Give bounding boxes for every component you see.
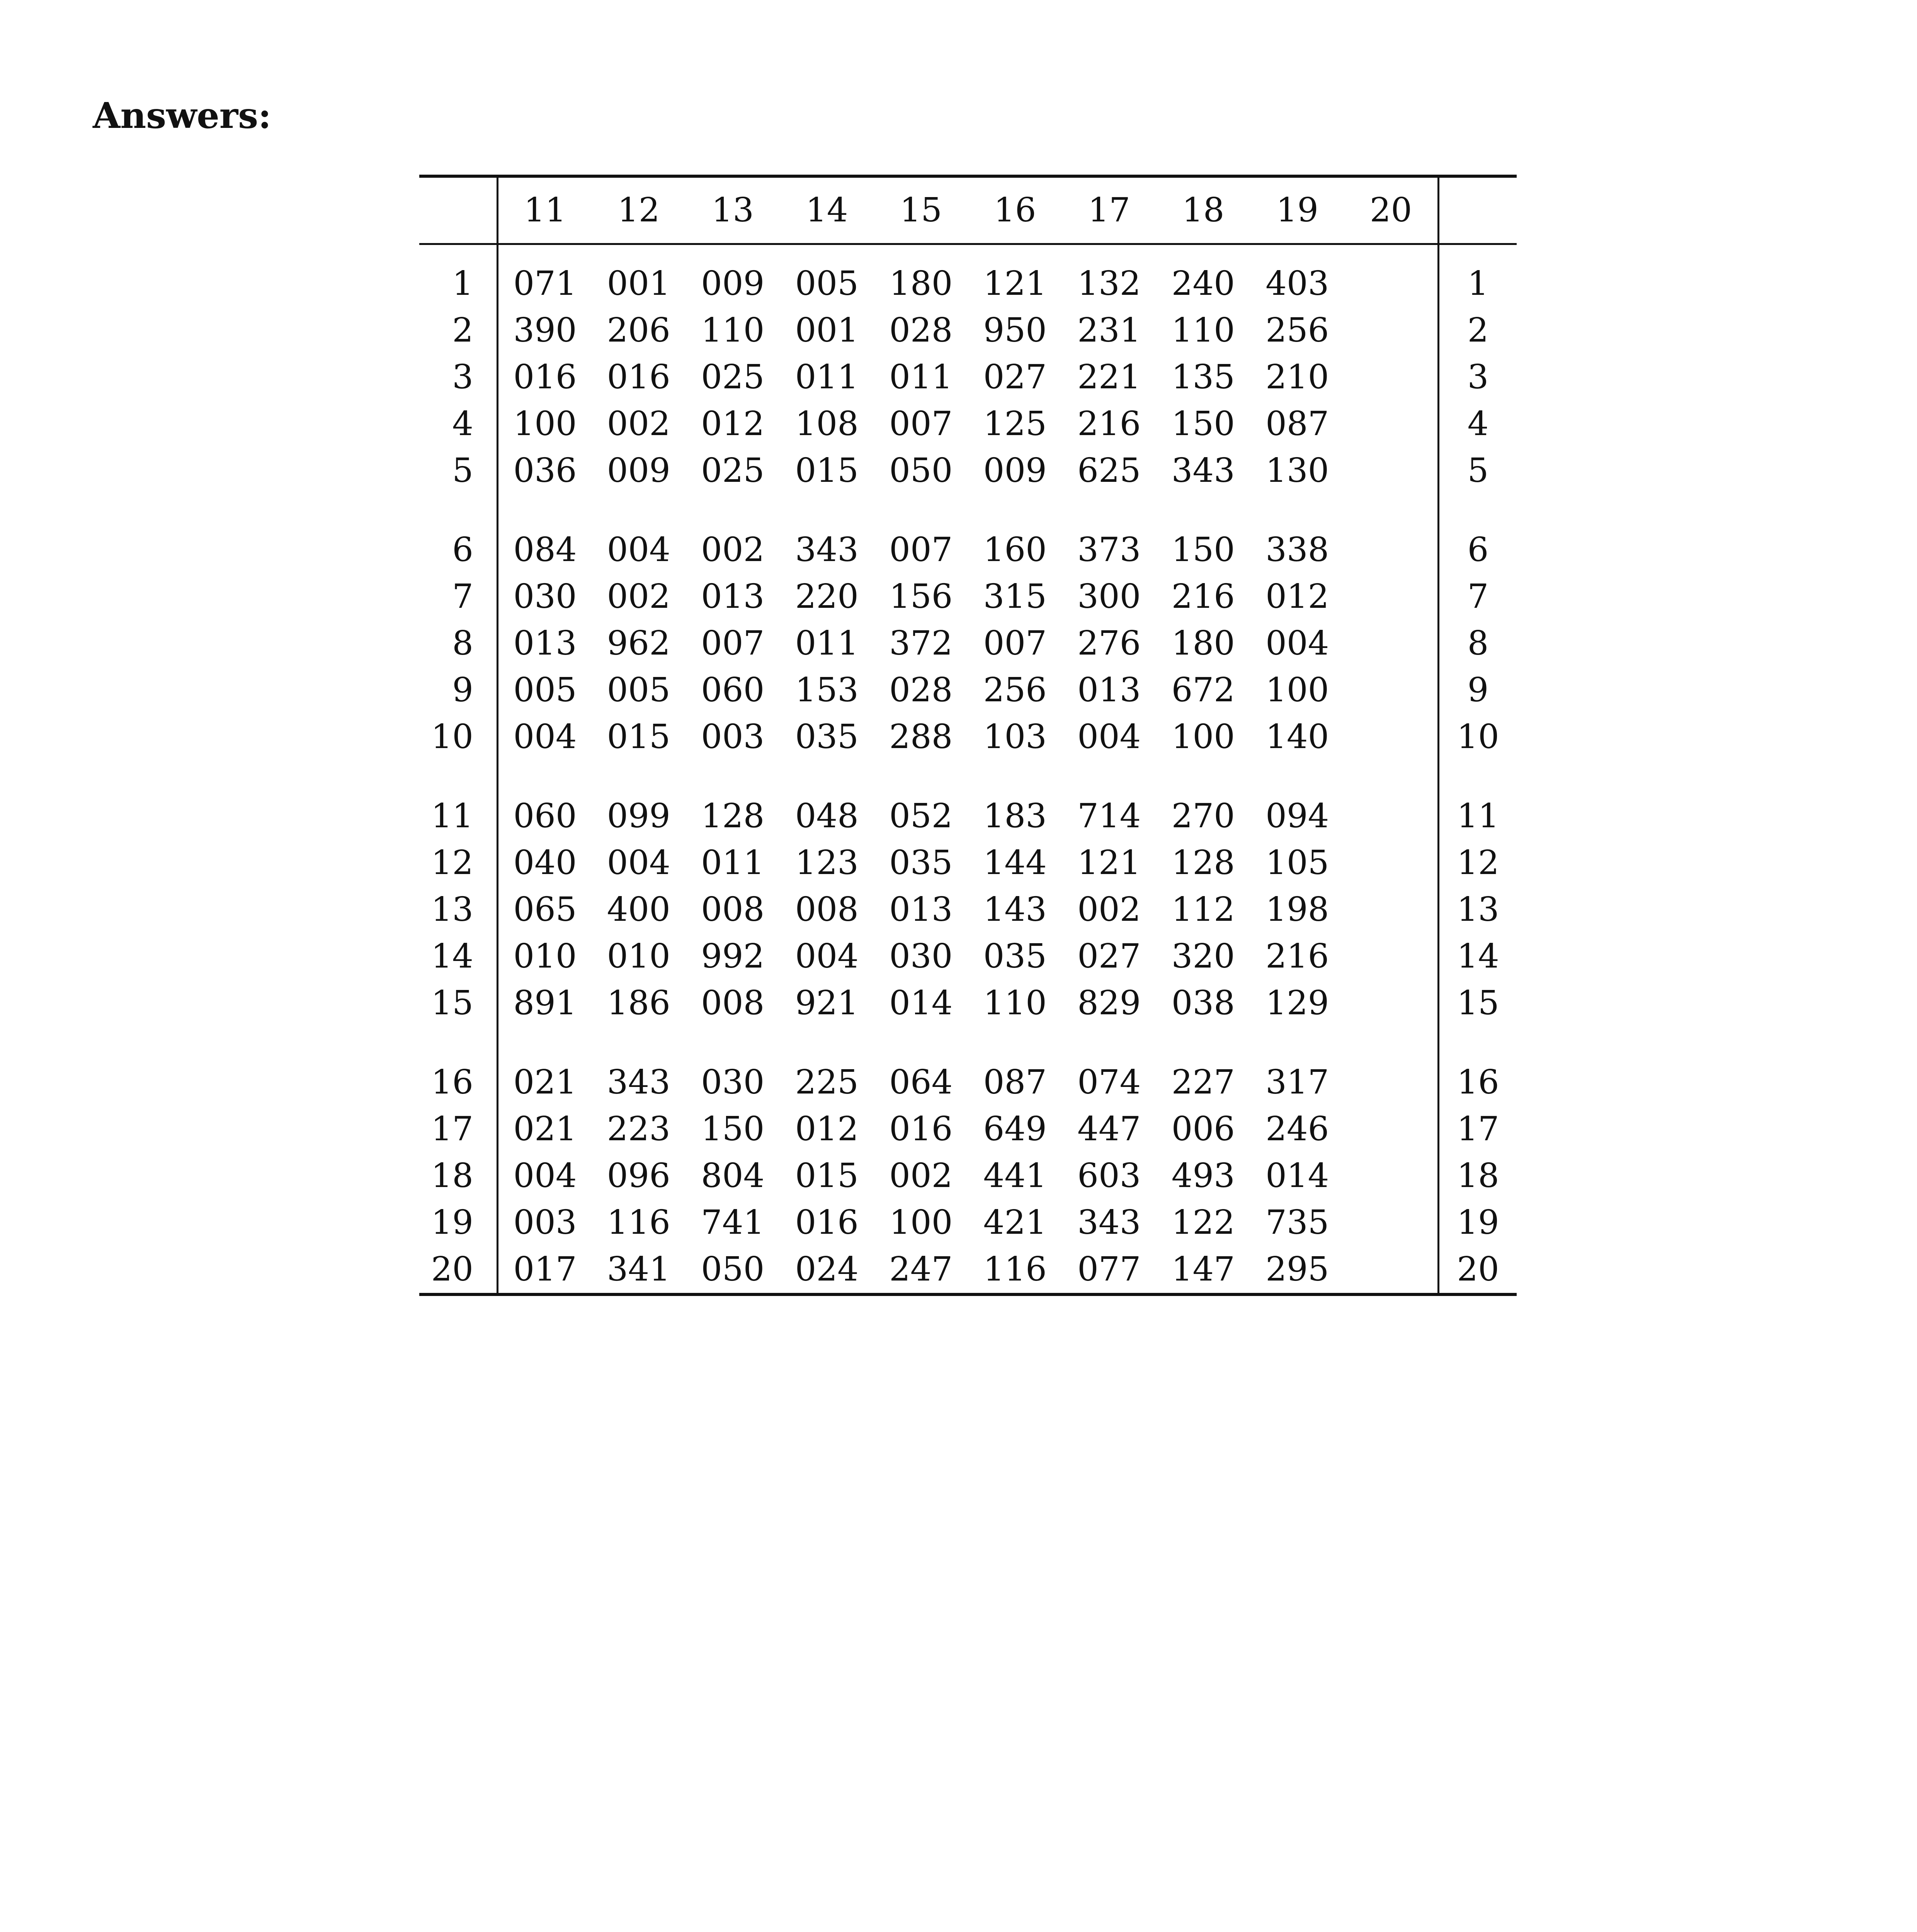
answer-cell: 225 bbox=[795, 1063, 859, 1102]
header-corner-right bbox=[1439, 176, 1517, 244]
answer-cell: 110 bbox=[1171, 311, 1235, 350]
row-label: 13 bbox=[431, 890, 473, 929]
answer-cell: 016 bbox=[795, 1203, 859, 1242]
answer-cell: 216 bbox=[1171, 577, 1235, 616]
table-row bbox=[419, 1027, 1517, 1106]
answer-cell: 030 bbox=[889, 937, 953, 976]
answer-cell: 014 bbox=[1266, 1156, 1329, 1195]
row-label: 10 bbox=[431, 718, 473, 756]
table-row bbox=[419, 1246, 1517, 1294]
answer-table bbox=[419, 175, 1517, 1296]
answer-cell: 010 bbox=[607, 937, 670, 976]
answer-cell: 011 bbox=[701, 844, 765, 882]
answer-cell: 099 bbox=[607, 797, 670, 835]
answer-cell: 004 bbox=[795, 937, 859, 976]
answer-cell bbox=[1344, 1027, 1439, 1106]
answer-cell: 227 bbox=[1171, 1063, 1235, 1102]
answer-cell bbox=[1344, 354, 1439, 401]
answer-cell: 390 bbox=[498, 307, 592, 354]
answer-cell: 143 bbox=[983, 890, 1047, 929]
answer-cell: 735 bbox=[1266, 1203, 1329, 1242]
answer-cell: 009 bbox=[983, 451, 1047, 490]
table-row bbox=[419, 933, 1517, 980]
answer-cell: 002 bbox=[889, 1156, 953, 1195]
row-label: 7 bbox=[452, 577, 473, 616]
answer-cell: 087 bbox=[1266, 405, 1329, 443]
table-row bbox=[419, 401, 1517, 447]
row-label-right: 6 bbox=[1467, 531, 1489, 569]
answer-cell: 130 bbox=[1266, 451, 1329, 490]
answer-cell: 065 bbox=[498, 886, 592, 933]
answer-cell: 007 bbox=[889, 405, 953, 443]
answer-cell: 128 bbox=[1171, 844, 1235, 882]
row-label-right: 14 bbox=[1457, 937, 1499, 976]
answer-cell: 105 bbox=[1266, 844, 1329, 882]
answer-cell: 027 bbox=[983, 358, 1047, 396]
answer-cell: 110 bbox=[701, 311, 765, 350]
answer-cell: 150 bbox=[1171, 531, 1235, 569]
answer-cell: 002 bbox=[607, 577, 670, 616]
answer-cell: 300 bbox=[1077, 577, 1141, 616]
answer-cell: 021 bbox=[498, 1106, 592, 1153]
answer-cell: 021 bbox=[498, 1027, 592, 1106]
page-heading: Answers: bbox=[93, 95, 272, 136]
answer-cell: 048 bbox=[795, 797, 859, 835]
answer-cell bbox=[1344, 620, 1439, 667]
column-header-18: 18 bbox=[1156, 176, 1250, 244]
answer-cell: 153 bbox=[795, 671, 859, 709]
row-label: 19 bbox=[431, 1203, 473, 1242]
answer-cell: 891 bbox=[498, 980, 592, 1027]
answer-cell bbox=[1344, 886, 1439, 933]
row-label: 9 bbox=[452, 671, 473, 709]
row-label-right: 20 bbox=[1439, 1246, 1517, 1294]
answer-cell: 421 bbox=[983, 1203, 1047, 1242]
row-label: 12 bbox=[431, 844, 473, 882]
column-header-19: 19 bbox=[1250, 176, 1345, 244]
answer-cell bbox=[1344, 573, 1439, 620]
answer-cell: 343 bbox=[795, 531, 859, 569]
answer-cell: 017 bbox=[498, 1246, 592, 1294]
answer-cell: 003 bbox=[498, 1199, 592, 1246]
answer-cell: 216 bbox=[1077, 405, 1141, 443]
answer-cell: 240 bbox=[1171, 264, 1235, 303]
answer-cell: 180 bbox=[1171, 624, 1235, 663]
answer-cell bbox=[1344, 760, 1439, 840]
row-label: 20 bbox=[419, 1246, 498, 1294]
row-label: 2 bbox=[452, 311, 473, 350]
answer-cell bbox=[1344, 447, 1439, 494]
answer-cell: 100 bbox=[1266, 671, 1329, 709]
answer-cell: 028 bbox=[889, 311, 953, 350]
table-row bbox=[419, 1199, 1517, 1246]
answer-cell: 223 bbox=[607, 1110, 670, 1148]
row-label: 5 bbox=[452, 451, 473, 490]
row-label: 1 bbox=[452, 264, 473, 303]
answer-cell: 338 bbox=[1266, 531, 1329, 569]
answer-cell: 002 bbox=[607, 405, 670, 443]
answer-cell: 060 bbox=[498, 760, 592, 840]
answer-table-header bbox=[419, 176, 1517, 244]
answer-cell: 183 bbox=[983, 797, 1047, 835]
answer-cell: 016 bbox=[498, 354, 592, 401]
row-label-right: 4 bbox=[1467, 405, 1489, 443]
header-corner-left bbox=[419, 176, 498, 244]
answer-cell: 036 bbox=[498, 447, 592, 494]
table-row bbox=[419, 573, 1517, 620]
answer-cell: 147 bbox=[1156, 1246, 1250, 1294]
answer-cell: 129 bbox=[1266, 984, 1329, 1022]
answer-cell: 206 bbox=[607, 311, 670, 350]
answer-cell: 288 bbox=[889, 718, 953, 756]
answer-cell: 011 bbox=[795, 624, 859, 663]
answer-cell: 100 bbox=[1171, 718, 1235, 756]
answer-cell bbox=[1344, 667, 1439, 714]
answer-cell: 074 bbox=[1077, 1063, 1141, 1102]
answer-cell: 005 bbox=[498, 667, 592, 714]
answer-cell: 246 bbox=[1266, 1110, 1329, 1148]
answer-cell: 603 bbox=[1077, 1156, 1141, 1195]
answer-cell: 028 bbox=[889, 671, 953, 709]
answer-cell: 008 bbox=[701, 984, 765, 1022]
answer-cell: 012 bbox=[795, 1110, 859, 1148]
answer-cell: 123 bbox=[795, 844, 859, 882]
answer-cell: 060 bbox=[701, 671, 765, 709]
row-label: 18 bbox=[431, 1156, 473, 1195]
row-label-right: 5 bbox=[1467, 451, 1489, 490]
answer-cell: 160 bbox=[983, 531, 1047, 569]
row-label: 17 bbox=[431, 1110, 473, 1148]
answer-cell: 024 bbox=[780, 1246, 874, 1294]
answer-cell: 216 bbox=[1266, 937, 1329, 976]
answer-cell: 156 bbox=[889, 577, 953, 616]
row-label: 16 bbox=[431, 1063, 473, 1102]
answer-cell: 741 bbox=[701, 1203, 765, 1242]
answer-cell: 009 bbox=[701, 264, 765, 303]
table-row bbox=[419, 307, 1517, 354]
row-label-right: 17 bbox=[1457, 1110, 1499, 1148]
table-row bbox=[419, 620, 1517, 667]
answer-cell: 320 bbox=[1171, 937, 1235, 976]
answer-cell: 625 bbox=[1077, 451, 1141, 490]
row-label-right: 9 bbox=[1467, 671, 1489, 709]
answer-cell: 015 bbox=[795, 451, 859, 490]
answer-cell: 052 bbox=[889, 797, 953, 835]
answer-cell: 950 bbox=[983, 311, 1047, 350]
answer-cell: 050 bbox=[889, 451, 953, 490]
answer-cell: 135 bbox=[1171, 358, 1235, 396]
answer-cell bbox=[1344, 1106, 1439, 1153]
column-header-11: 11 bbox=[498, 176, 592, 244]
answer-cell: 001 bbox=[795, 311, 859, 350]
answer-cell: 315 bbox=[983, 577, 1047, 616]
answer-cell: 027 bbox=[1077, 937, 1141, 976]
row-label-right: 7 bbox=[1467, 577, 1489, 616]
answer-cell: 270 bbox=[1171, 797, 1235, 835]
answer-cell: 317 bbox=[1266, 1063, 1329, 1102]
answer-cell: 013 bbox=[701, 577, 765, 616]
answer-cell: 015 bbox=[795, 1156, 859, 1195]
answer-cell: 220 bbox=[795, 577, 859, 616]
header-row bbox=[419, 176, 1517, 244]
table-row bbox=[419, 494, 1517, 573]
answer-cell: 198 bbox=[1266, 890, 1329, 929]
row-label-right: 2 bbox=[1467, 311, 1489, 350]
answer-cell: 025 bbox=[701, 451, 765, 490]
answer-cell: 150 bbox=[1171, 405, 1235, 443]
answer-cell bbox=[1344, 307, 1439, 354]
answer-cell: 341 bbox=[592, 1246, 686, 1294]
table-row bbox=[419, 714, 1517, 760]
row-label-right: 15 bbox=[1457, 984, 1499, 1022]
answer-cell: 087 bbox=[983, 1063, 1047, 1102]
table-row bbox=[419, 667, 1517, 714]
column-header-14: 14 bbox=[780, 176, 874, 244]
answer-cell: 132 bbox=[1077, 264, 1141, 303]
answer-cell: 014 bbox=[889, 984, 953, 1022]
answer-cell bbox=[1344, 1199, 1439, 1246]
column-header-17: 17 bbox=[1062, 176, 1157, 244]
answer-cell: 013 bbox=[498, 620, 592, 667]
column-header-12: 12 bbox=[592, 176, 686, 244]
answer-cell: 372 bbox=[889, 624, 953, 663]
answer-cell bbox=[1344, 1246, 1439, 1294]
table-row bbox=[419, 447, 1517, 494]
answer-cell: 343 bbox=[607, 1063, 670, 1102]
answer-cell: 493 bbox=[1171, 1156, 1235, 1195]
table-row bbox=[419, 886, 1517, 933]
table-row bbox=[419, 354, 1517, 401]
answer-cell: 221 bbox=[1077, 358, 1141, 396]
answer-cell: 180 bbox=[889, 264, 953, 303]
table-row bbox=[419, 980, 1517, 1027]
column-header-16: 16 bbox=[968, 176, 1062, 244]
answer-cell: 403 bbox=[1266, 264, 1329, 303]
answer-cell: 004 bbox=[607, 531, 670, 569]
row-label-right: 11 bbox=[1457, 797, 1499, 835]
answer-cell: 001 bbox=[607, 264, 670, 303]
answer-cell bbox=[1344, 401, 1439, 447]
answer-cell: 009 bbox=[607, 451, 670, 490]
answer-cell: 373 bbox=[1077, 531, 1141, 569]
row-label-right: 16 bbox=[1457, 1063, 1499, 1102]
answer-cell: 077 bbox=[1062, 1246, 1157, 1294]
table-row bbox=[419, 244, 1517, 307]
answer-cell: 030 bbox=[498, 573, 592, 620]
answer-cell: 094 bbox=[1266, 797, 1329, 835]
table-row bbox=[419, 760, 1517, 840]
answer-cell: 040 bbox=[498, 840, 592, 886]
row-label: 6 bbox=[452, 531, 473, 569]
table-row bbox=[419, 840, 1517, 886]
answer-cell: 140 bbox=[1266, 718, 1329, 756]
answer-cell: 128 bbox=[701, 797, 765, 835]
answer-cell: 343 bbox=[1171, 451, 1235, 490]
answer-cell: 144 bbox=[983, 844, 1047, 882]
answer-cell: 096 bbox=[607, 1156, 670, 1195]
row-label: 11 bbox=[431, 797, 473, 835]
answer-cell: 010 bbox=[498, 933, 592, 980]
answer-cell: 013 bbox=[1077, 671, 1141, 709]
answer-cell: 016 bbox=[607, 358, 670, 396]
answer-cell: 003 bbox=[701, 718, 765, 756]
answer-cell: 256 bbox=[1266, 311, 1329, 350]
row-label-right: 13 bbox=[1457, 890, 1499, 929]
answer-cell: 004 bbox=[498, 1153, 592, 1199]
answer-cell: 002 bbox=[1077, 890, 1141, 929]
answer-cell: 025 bbox=[701, 358, 765, 396]
answer-cell: 002 bbox=[701, 531, 765, 569]
row-label-right: 18 bbox=[1457, 1156, 1499, 1195]
answer-cell: 992 bbox=[701, 937, 765, 976]
row-label: 8 bbox=[452, 624, 473, 663]
row-label-right: 10 bbox=[1457, 718, 1499, 756]
answer-cell: 007 bbox=[701, 624, 765, 663]
answer-cell: 012 bbox=[701, 405, 765, 443]
answer-cell: 804 bbox=[701, 1156, 765, 1195]
answer-cell: 829 bbox=[1077, 984, 1141, 1022]
answer-cell: 256 bbox=[983, 671, 1047, 709]
row-label-right: 8 bbox=[1467, 624, 1489, 663]
answer-cell: 004 bbox=[1266, 624, 1329, 663]
table-row bbox=[419, 1153, 1517, 1199]
column-header-13: 13 bbox=[686, 176, 780, 244]
answer-cell: 015 bbox=[607, 718, 670, 756]
answer-cell bbox=[1344, 980, 1439, 1027]
answer-cell: 116 bbox=[607, 1203, 670, 1242]
answer-cell: 441 bbox=[983, 1156, 1047, 1195]
answer-cell: 210 bbox=[1266, 358, 1329, 396]
answer-cell bbox=[1344, 494, 1439, 573]
answer-cell: 004 bbox=[1077, 718, 1141, 756]
answer-cell: 108 bbox=[795, 405, 859, 443]
answer-cell: 012 bbox=[1266, 577, 1329, 616]
answer-cell bbox=[1344, 714, 1439, 760]
answer-cell: 004 bbox=[498, 714, 592, 760]
column-header-15: 15 bbox=[874, 176, 968, 244]
answer-cell: 007 bbox=[889, 531, 953, 569]
answer-cell: 103 bbox=[983, 718, 1047, 756]
row-label-right: 1 bbox=[1467, 264, 1489, 303]
row-label: 4 bbox=[452, 405, 473, 443]
answer-cell bbox=[1344, 840, 1439, 886]
answer-cell: 007 bbox=[983, 624, 1047, 663]
answer-cell: 150 bbox=[701, 1110, 765, 1148]
answer-cell: 016 bbox=[889, 1110, 953, 1148]
row-label-right: 3 bbox=[1467, 358, 1489, 396]
answer-cell: 110 bbox=[983, 984, 1047, 1022]
answer-cell: 247 bbox=[874, 1246, 968, 1294]
row-label-right: 19 bbox=[1457, 1203, 1499, 1242]
answer-cell: 962 bbox=[607, 624, 670, 663]
answer-cell: 186 bbox=[607, 984, 670, 1022]
answer-cell: 121 bbox=[1077, 844, 1141, 882]
row-label: 14 bbox=[431, 937, 473, 976]
answer-cell: 011 bbox=[795, 358, 859, 396]
answer-cell: 084 bbox=[498, 494, 592, 573]
answer-cell: 921 bbox=[795, 984, 859, 1022]
answer-cell: 100 bbox=[498, 401, 592, 447]
answer-table-body bbox=[419, 244, 1517, 1294]
answer-cell: 116 bbox=[968, 1246, 1062, 1294]
answer-cell: 013 bbox=[889, 890, 953, 929]
answer-cell: 714 bbox=[1077, 797, 1141, 835]
answer-cell: 125 bbox=[983, 405, 1047, 443]
answer-cell: 011 bbox=[889, 358, 953, 396]
answer-cell: 100 bbox=[889, 1203, 953, 1242]
answer-cell: 400 bbox=[607, 890, 670, 929]
answer-cell: 112 bbox=[1171, 890, 1235, 929]
answer-cell: 122 bbox=[1171, 1203, 1235, 1242]
answer-cell: 006 bbox=[1171, 1110, 1235, 1148]
answer-cell: 343 bbox=[1077, 1203, 1141, 1242]
answer-cell: 035 bbox=[983, 937, 1047, 976]
answer-cell: 005 bbox=[795, 264, 859, 303]
answer-cell: 035 bbox=[795, 718, 859, 756]
table-row bbox=[419, 1106, 1517, 1153]
answer-cell: 038 bbox=[1171, 984, 1235, 1022]
answer-cell bbox=[1344, 244, 1439, 307]
answer-cell: 005 bbox=[607, 671, 670, 709]
answer-cell: 649 bbox=[983, 1110, 1047, 1148]
answer-cell: 231 bbox=[1077, 311, 1141, 350]
answer-cell: 295 bbox=[1250, 1246, 1345, 1294]
row-label: 3 bbox=[452, 358, 473, 396]
answer-cell: 004 bbox=[607, 844, 670, 882]
answer-cell: 050 bbox=[686, 1246, 780, 1294]
answer-cell: 071 bbox=[498, 244, 592, 307]
answer-cell bbox=[1344, 933, 1439, 980]
row-label: 15 bbox=[431, 984, 473, 1022]
answer-cell: 035 bbox=[889, 844, 953, 882]
answer-cell: 030 bbox=[701, 1063, 765, 1102]
column-header-20: 20 bbox=[1344, 176, 1439, 244]
answer-cell: 008 bbox=[701, 890, 765, 929]
answer-cell: 672 bbox=[1171, 671, 1235, 709]
answer-cell: 064 bbox=[889, 1063, 953, 1102]
answer-cell: 008 bbox=[795, 890, 859, 929]
answer-cell bbox=[1344, 1153, 1439, 1199]
answer-cell: 276 bbox=[1077, 624, 1141, 663]
row-label-right: 12 bbox=[1457, 844, 1499, 882]
answer-cell: 121 bbox=[983, 264, 1047, 303]
answer-cell: 447 bbox=[1077, 1110, 1141, 1148]
